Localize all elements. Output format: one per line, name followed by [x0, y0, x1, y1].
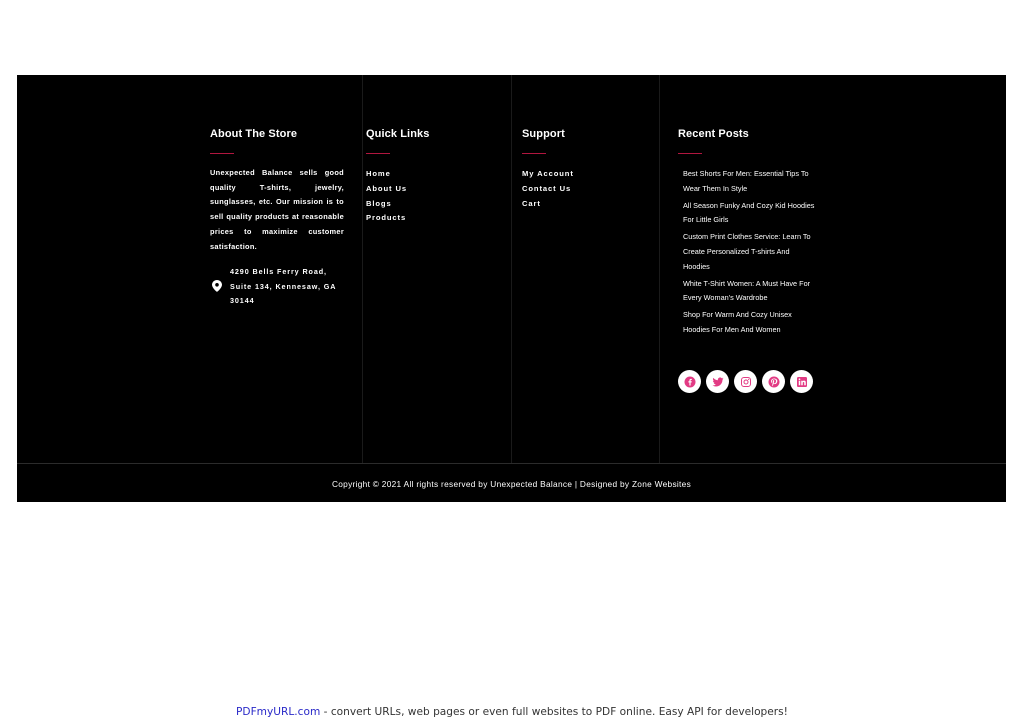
quick-links-heading: Quick Links — [366, 128, 430, 140]
quick-link-about-us[interactable]: About Us — [366, 183, 407, 193]
address-line: 4290 Bells Ferry Road, — [230, 267, 327, 276]
instagram-button[interactable] — [734, 370, 757, 393]
recent-posts-list — [683, 167, 815, 340]
linkedin-button[interactable] — [790, 370, 813, 393]
recent-post-link[interactable]: Best Shorts For Men: Essential Tips To Wear Them In Style — [683, 169, 809, 193]
support-links-list — [522, 167, 574, 211]
heading-underline — [366, 153, 390, 154]
pinterest-button[interactable] — [762, 370, 785, 393]
linkedin-icon — [796, 376, 808, 388]
pdf-banner-link[interactable]: PDFmyURL.com — [236, 706, 321, 718]
column-divider — [362, 75, 363, 463]
pdf-banner — [0, 706, 1024, 718]
address-line: Suite 134, Kennesaw, GA — [230, 281, 337, 291]
quick-link-products[interactable]: Products — [366, 213, 407, 223]
twitter-icon — [712, 376, 724, 388]
address-line: 30144 — [230, 296, 255, 305]
support-link-cart[interactable]: Cart — [522, 198, 541, 208]
copyright-text: Copyright © 2021 All rights reserved by Unexpected Balance | Designed by Zone Websites — [331, 479, 692, 489]
twitter-button[interactable] — [706, 370, 729, 393]
quick-link-home[interactable]: Home — [366, 169, 391, 178]
heading-underline — [522, 153, 546, 154]
footer-divider — [17, 463, 1006, 464]
recent-post-link[interactable]: White T-Shirt Women: A Must Have For Every Woman's Wardrobe — [683, 278, 811, 303]
about-heading: About The Store — [210, 128, 298, 140]
about-description: Unexpected Balance sells good quality T-shirts, jewelry, sunglasses, etc. Our mission is to sell quality products at reasonable prices to maximize customer satisfaction. — [210, 168, 344, 251]
pinterest-icon — [768, 376, 780, 388]
pdf-banner-text: - convert URLs, web pages or even full websites to PDF online. Easy API for developers! — [320, 706, 788, 718]
map-pin-icon — [212, 280, 222, 292]
facebook-icon — [684, 376, 696, 388]
quick-links-list — [366, 167, 407, 226]
column-divider — [511, 75, 512, 463]
facebook-button[interactable] — [678, 370, 701, 393]
column-divider — [659, 75, 660, 463]
site-footer — [17, 75, 1006, 502]
support-link-my-account[interactable]: My Account — [522, 169, 574, 178]
heading-underline — [210, 153, 234, 154]
recent-post-link[interactable]: Shop For Warm And Cozy Unisex Hoodies For Men And Women — [683, 310, 792, 334]
heading-underline — [678, 153, 702, 154]
support-link-contact-us[interactable]: Contact Us — [522, 183, 572, 193]
quick-link-blogs[interactable]: Blogs — [366, 198, 392, 208]
recent-post-link[interactable]: All Season Funky And Cozy Kid Hoodies For Little Girls — [683, 200, 815, 225]
social-links — [678, 370, 813, 393]
support-heading: Support — [522, 128, 565, 140]
recent-posts-heading: Recent Posts — [678, 128, 749, 140]
instagram-icon — [740, 376, 752, 388]
recent-post-link[interactable]: Custom Print Clothes Service: Learn To Create Personalized T-shirts And Hoodies — [683, 232, 811, 271]
